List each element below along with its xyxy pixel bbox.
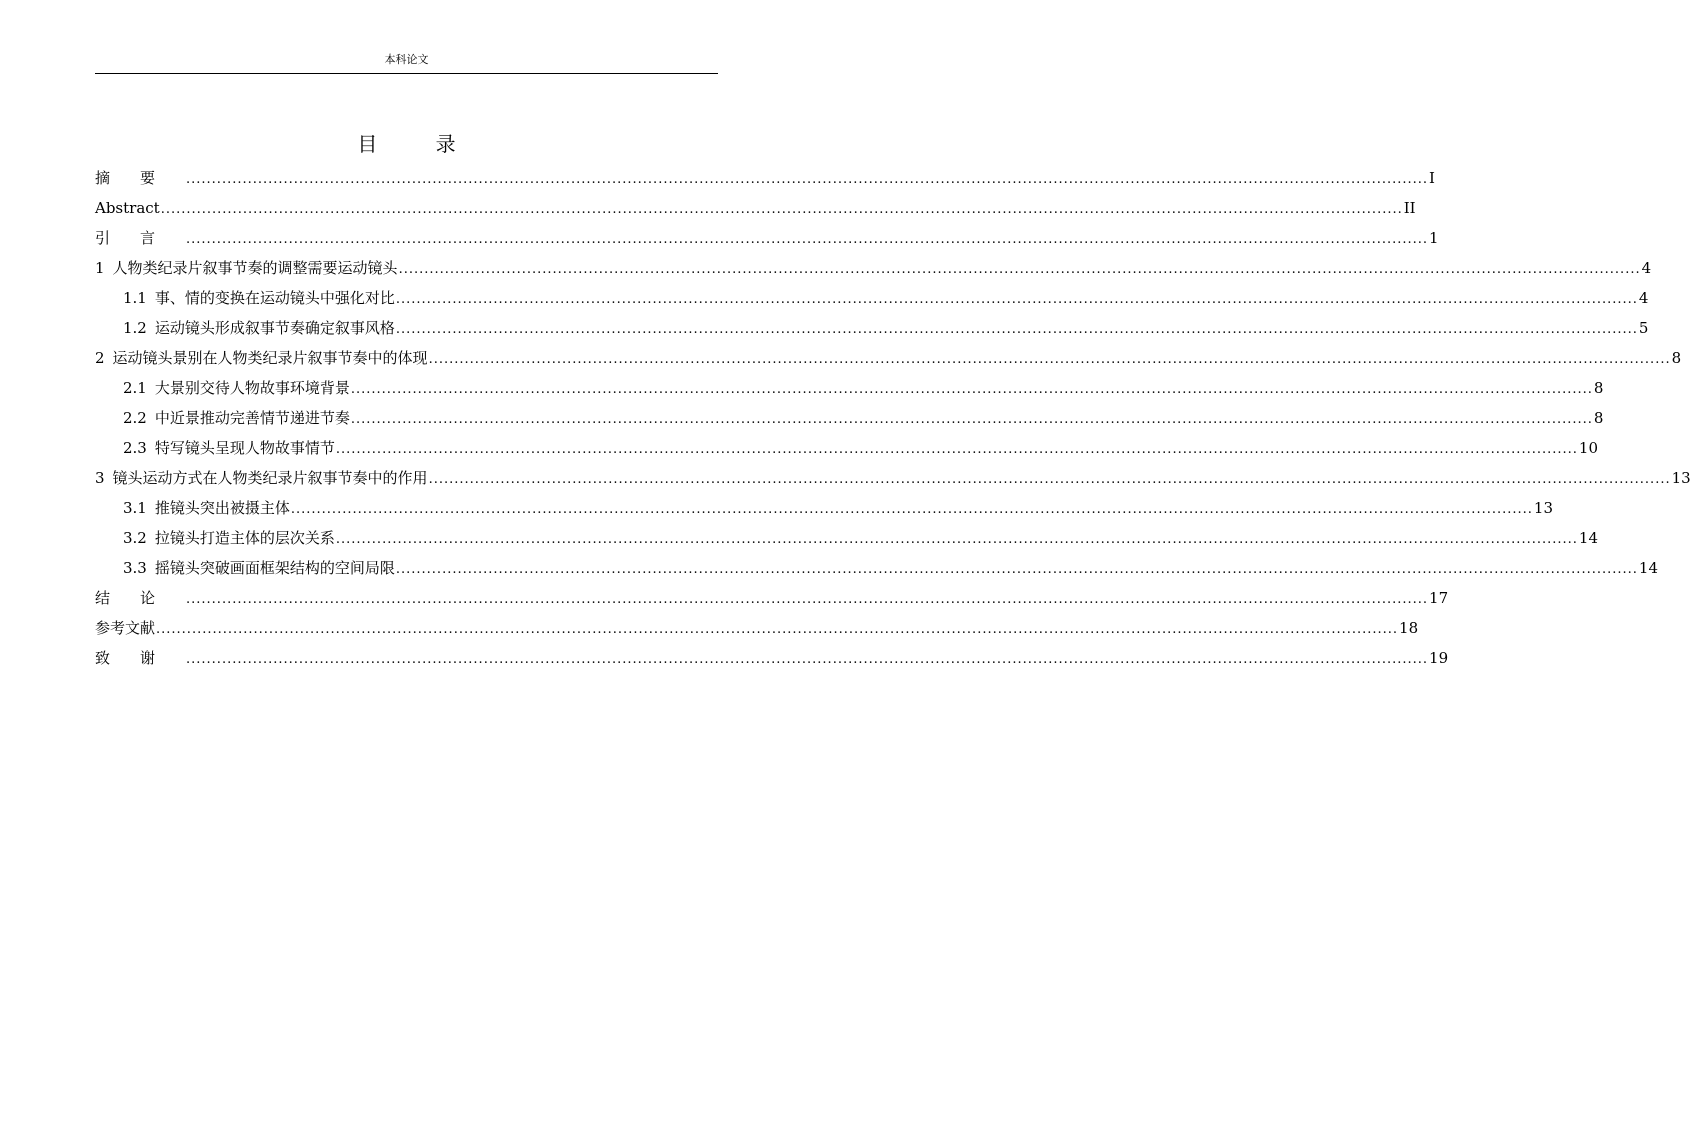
toc-page-number: 10: [1578, 439, 1598, 457]
toc-entry-section-1-1[interactable]: [95, 283, 1649, 313]
toc-entry-section-2-1[interactable]: [95, 373, 1604, 403]
toc-entry-number: 1: [95, 259, 105, 277]
toc-leader-dots: ..................................................................................................................................................................................................................................................: [395, 322, 1638, 337]
toc-page-number: 8: [1593, 379, 1604, 397]
toc-title: 目 录: [357, 132, 482, 156]
toc-entry-section-3-3[interactable]: [95, 553, 1658, 583]
toc-entry-text: 推镜头突出被摄主体: [154, 499, 290, 517]
toc-entry-text: 拉镜头打造主体的层次关系: [154, 529, 335, 547]
toc-leader-dots: ..................................................................................................................................................................................................................................................: [428, 352, 1671, 367]
toc-entry-number: 2: [95, 349, 105, 367]
toc-leader-dots: ..................................................................................................................................................................................................................................................: [335, 532, 1578, 547]
toc-page-number: 17: [1429, 589, 1449, 607]
toc-entry-text: 运动镜头景别在人物类纪录片叙事节奏中的体现: [112, 349, 428, 367]
running-header: 本科论文: [384, 53, 429, 66]
toc-page-number: 4: [1638, 289, 1649, 307]
toc-entry-acknowledgements[interactable]: [95, 643, 1449, 673]
toc-entry-text: 中近景推动完善情节递进节奏: [154, 409, 350, 427]
toc-entry-text: 参考文献: [95, 619, 156, 637]
toc-entry-number: 3.2: [123, 529, 147, 547]
toc-entry-number: 2.1: [123, 379, 147, 397]
toc-entry-conclusion[interactable]: [95, 583, 1449, 613]
header-rule: [95, 73, 718, 74]
table-of-contents: [95, 163, 1691, 673]
toc-page-number: II: [1403, 199, 1416, 217]
toc-page-number: 14: [1578, 529, 1598, 547]
toc-entry-section-3-1[interactable]: [95, 493, 1553, 523]
toc-page-number: 13: [1671, 469, 1691, 487]
toc-leader-dots: ..................................................................................................................................................................................................................................................: [335, 442, 1578, 457]
toc-page-number: 4: [1641, 259, 1652, 277]
toc-entry-number: 2.3: [123, 439, 147, 457]
toc-entry-text: 摘要: [95, 169, 186, 187]
toc-entry-number: 3.3: [123, 559, 147, 577]
toc-leader-dots: ..................................................................................................................................................................................................................................................: [186, 232, 1429, 247]
toc-page-number: I: [1429, 169, 1435, 187]
toc-leader-dots: ..................................................................................................................................................................................................................................................: [186, 652, 1429, 667]
toc-page-number: 1: [1429, 229, 1439, 247]
toc-entry-references[interactable]: [95, 613, 1419, 643]
toc-leader-dots: ..................................................................................................................................................................................................................................................: [186, 172, 1429, 187]
toc-leader-dots: ..................................................................................................................................................................................................................................................: [350, 382, 1593, 397]
toc-leader-dots: ..................................................................................................................................................................................................................................................: [428, 472, 1671, 487]
toc-entry-text: Abstract: [95, 199, 160, 217]
toc-entry-text: 特写镜头呈现人物故事情节: [154, 439, 335, 457]
toc-entry-chapter-1[interactable]: [95, 253, 1652, 283]
toc-entry-section-1-2[interactable]: [95, 313, 1649, 343]
toc-leader-dots: ..................................................................................................................................................................................................................................................: [160, 202, 1403, 217]
toc-entry-chapter-2[interactable]: [95, 343, 1682, 373]
toc-entry-number: 3.1: [123, 499, 147, 517]
toc-page-number: 14: [1638, 559, 1658, 577]
toc-entry-text: 大景别交待人物故事环境背景: [154, 379, 350, 397]
toc-entry-number: 3: [95, 469, 105, 487]
toc-leader-dots: ..................................................................................................................................................................................................................................................: [290, 502, 1533, 517]
toc-page-number: 18: [1399, 619, 1419, 637]
toc-leader-dots: ..................................................................................................................................................................................................................................................: [186, 592, 1429, 607]
toc-entry-number: 2.2: [123, 409, 147, 427]
toc-leader-dots: ..................................................................................................................................................................................................................................................: [395, 292, 1638, 307]
toc-entry-abstract-cn[interactable]: [95, 163, 1435, 193]
toc-entry-text: 事、情的变换在运动镜头中强化对比: [154, 289, 395, 307]
toc-entry-section-2-3[interactable]: [95, 433, 1598, 463]
toc-entry-abstract-en[interactable]: [95, 193, 1416, 223]
toc-page-number: 8: [1671, 349, 1682, 367]
toc-entry-text: 人物类纪录片叙事节奏的调整需要运动镜头: [112, 259, 398, 277]
toc-entry-number: 1.2: [123, 319, 147, 337]
toc-leader-dots: ..................................................................................................................................................................................................................................................: [398, 262, 1641, 277]
toc-page-number: 19: [1429, 649, 1449, 667]
toc-entry-text: 运动镜头形成叙事节奏确定叙事风格: [154, 319, 395, 337]
toc-leader-dots: ..................................................................................................................................................................................................................................................: [395, 562, 1638, 577]
toc-leader-dots: ..................................................................................................................................................................................................................................................: [350, 412, 1593, 427]
toc-entry-chapter-3[interactable]: [95, 463, 1691, 493]
toc-entry-text: 镜头运动方式在人物类纪录片叙事节奏中的作用: [112, 469, 428, 487]
toc-entry-introduction[interactable]: [95, 223, 1439, 253]
toc-entry-text: 摇镜头突破画面框架结构的空间局限: [154, 559, 395, 577]
toc-page-number: 13: [1533, 499, 1553, 517]
toc-entry-text: 引言: [95, 229, 186, 247]
toc-page-number: 8: [1593, 409, 1604, 427]
toc-entry-text: 结论: [95, 589, 186, 607]
toc-page-number: 5: [1638, 319, 1649, 337]
toc-leader-dots: ..................................................................................................................................................................................................................................................: [156, 622, 1399, 637]
toc-entry-section-3-2[interactable]: [95, 523, 1598, 553]
toc-entry-text: 致谢: [95, 649, 186, 667]
toc-entry-number: 1.1: [123, 289, 147, 307]
toc-entry-section-2-2[interactable]: [95, 403, 1604, 433]
